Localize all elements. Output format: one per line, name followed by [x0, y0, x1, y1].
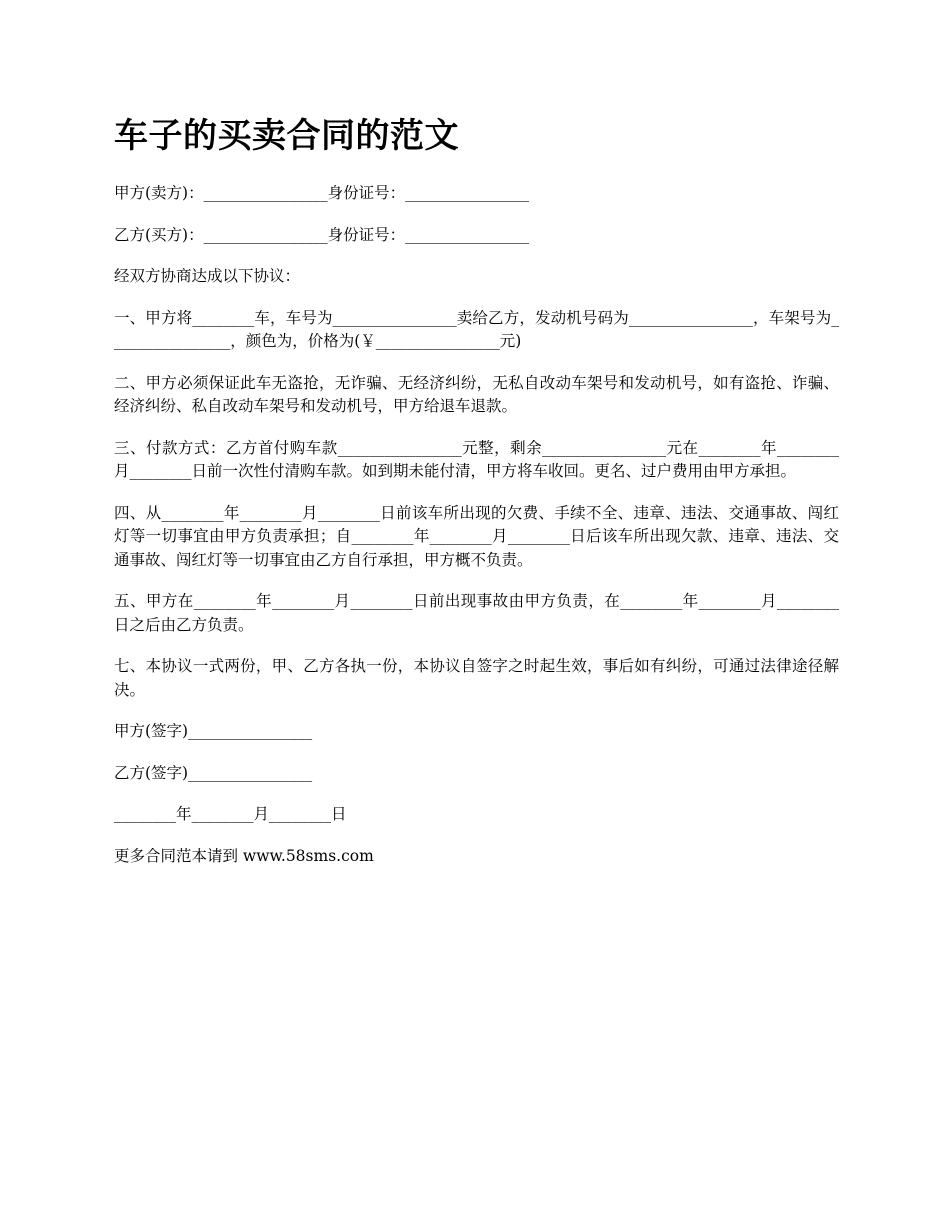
party-a-line: 甲方(卖方)：________________身份证号：________________ — [114, 184, 530, 202]
clause-3: 三、付款方式：乙方首付购车款________________元整，剩余________________元在________年________月________日前一次性付清购车款。如到期未能付清，甲方将车收回。更名、过户费用由甲方承担。 — [114, 438, 839, 480]
clause-5: 五、甲方在________年________月________日前出现事故由甲方负责，在________年________月________日之后由乙方负责。 — [114, 592, 839, 634]
footer-note: 更多合同范本请到 www.58sms.com — [114, 846, 374, 865]
agreement-intro: 经双方协商达成以下协议： — [114, 267, 301, 285]
party-a-signature: 甲方(签字)________________ — [114, 722, 313, 740]
document-title: 车子的买卖合同的范文 — [114, 116, 459, 156]
party-b-signature: 乙方(签字)________________ — [114, 763, 313, 782]
clause-7: 七、本协议一式两份，甲、乙方各执一份，本协议自签字之时起生效，事后如有纠纷，可通过法律途径解决。 — [114, 657, 839, 699]
clause-2: 二、甲方必须保证此车无盗抢，无诈骗、无经济纠纷，无私自改动车架号和发动机号，如有盗抢、诈骗、经济纠纷、私自改动车架号和发动机号，甲方给退车退款。 — [114, 373, 839, 415]
clause-4: 四、从________年________月________日前该车所出现的欠费、手续不全、违章、违法、交通事故、闯红灯等一切事宜由甲方负责承担；自________年________月________日后该车所出现欠款、违章、违法、交通事故、闯红灯等一切事宜由乙方自行承担，甲方概不负责。 — [114, 503, 839, 569]
signing-date: ________年________月________日 — [114, 805, 347, 823]
document-page — [114, 108, 839, 886]
clause-1: 一、甲方将________车，车号为________________卖给乙方，发动机号码为________________，车架号为________________，颜色为，价格为(￥________________元) — [114, 308, 839, 350]
party-b-line: 乙方(买方)：________________身份证号：________________ — [114, 225, 530, 244]
